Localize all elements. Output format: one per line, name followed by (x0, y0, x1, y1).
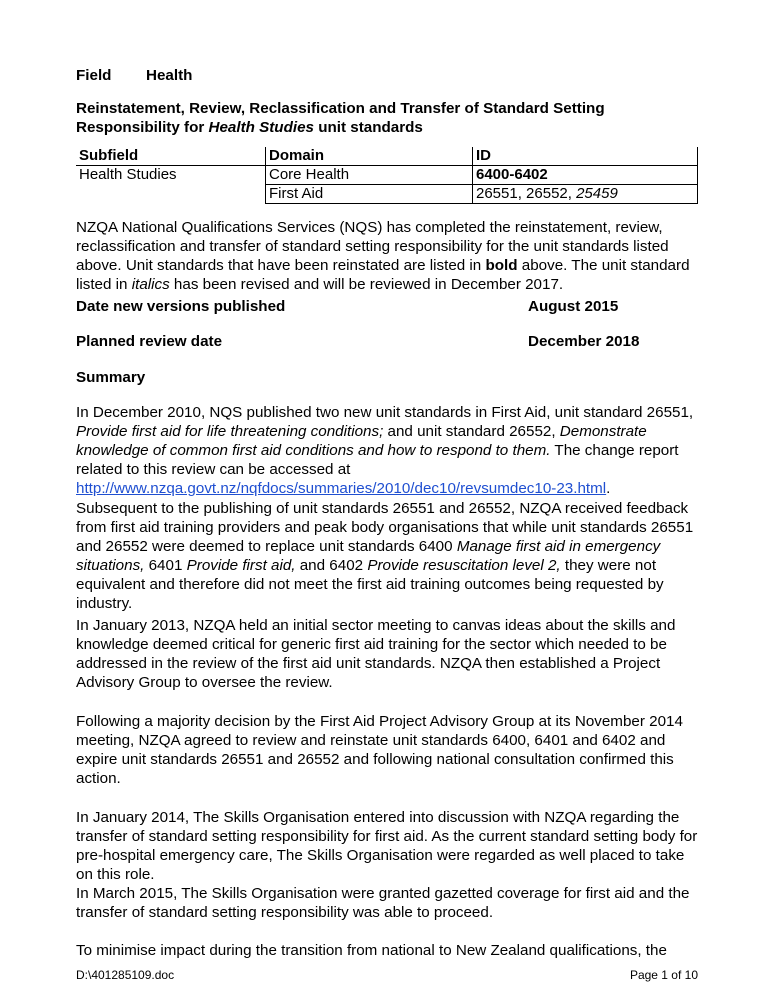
summary-paragraph-2 (76, 499, 698, 613)
empty-cell (76, 185, 266, 204)
summary-italic: Provide first aid, (186, 557, 296, 574)
summary-paragraph-3: In January 2013, NZQA held an initial sector meeting to canvas ideas about the skills and knowledge deemed critical for generic first aid training for the sector which needed to be addressed in the review of the first aid unit standards. NZQA then established a Project Advisory Group to oversee the review. (76, 617, 676, 691)
change-report-link[interactable]: http://www.nzqa.govt.nz/nqfdocs/summaries/2010/dec10/revsumdec10-23.html (76, 480, 607, 497)
field-value: Health (146, 67, 193, 84)
intro-paragraph (76, 218, 698, 294)
document-title (76, 99, 696, 137)
published-label: Date new versions published (76, 298, 286, 315)
summary-text: and 6402 (295, 557, 368, 574)
summary-text: and unit standard 26552, (383, 423, 560, 440)
summary-text: 6401 (144, 557, 187, 574)
id-italic: 25459 (576, 185, 618, 202)
review-value: December 2018 (528, 333, 640, 350)
header-id: ID (473, 147, 698, 166)
id-list: 26551, 26552, (476, 185, 577, 202)
header-domain: Domain (266, 147, 473, 166)
intro-text: above. The unit standard listed in (76, 257, 690, 293)
published-value: August 2015 (528, 298, 619, 315)
summary-text: In December 2010, NQS published two new unit standards in First Aid, unit standard 26551, (76, 404, 694, 421)
review-label: Planned review date (76, 333, 223, 350)
summary-text: . (606, 480, 611, 497)
intro-italic: italics (131, 276, 170, 293)
summary-paragraph-7: To minimise impact during the transition from national to New Zealand qualifications, the (76, 942, 667, 959)
title-italic: Health Studies (208, 119, 314, 136)
id-value: 6400-6402 (473, 166, 698, 185)
summary-italic: Provide first aid for life threatening conditions; (76, 423, 384, 440)
intro-text: NZQA National Qualifications Services (NQS) has completed the reinstatement, review, reclassification and transfer of standard setting responsibility for the unit standards listed above. Unit standards that have been reinstated are listed in (76, 219, 669, 274)
domain-value: Core Health (266, 166, 473, 185)
field-label: Field (76, 67, 112, 84)
summary-paragraph-4: Following a majority decision by the First Aid Project Advisory Group at its November 2014 meeting, NZQA agreed to review and reinstate unit standards 6400, 6401 and 6402 and expire unit standards 26551 and 26552 and following national consultation confirmed this action. (76, 713, 683, 787)
summary-text: The change report related to this review can be accessed at (76, 442, 679, 478)
title-text: Reinstatement, Review, Reclassification and Transfer of Standard Setting Responsibility for (76, 100, 605, 136)
classification-table (76, 147, 698, 204)
table-header-row (76, 147, 698, 166)
summary-heading: Summary (76, 369, 146, 386)
review-row (76, 332, 698, 351)
summary-text: they were not equivalent and therefore did not meet the first aid training outcomes being requested by industry. (76, 557, 664, 612)
page-footer (76, 968, 698, 982)
summary-italic: Provide resuscitation level 2, (367, 557, 561, 574)
footer-file-path: D:\401285109.doc (76, 968, 175, 982)
summary-paragraph-5: In January 2014, The Skills Organisation entered into discussion with NZQA regarding the transfer of standard setting responsibility for first aid. As the current standard setting body for pre-hospital emergency care, The Skills Organisation were regarded as well placed to take on this role. (76, 809, 698, 883)
summary-paragraph-6: In March 2015, The Skills Organisation were granted gazetted coverage for first aid and the transfer of standard setting responsibility was able to proceed. (76, 885, 690, 921)
domain-value: First Aid (266, 185, 473, 204)
subfield-value: Health Studies (79, 166, 177, 183)
intro-bold: bold (485, 257, 518, 274)
table-row (76, 185, 698, 204)
summary-italic: Demonstrate knowledge of common first aid conditions and how to respond to them. (76, 423, 647, 459)
title-suffix: unit standards (313, 119, 423, 136)
summary-paragraph-1 (76, 403, 698, 498)
summary-text: Subsequent to the publishing of unit standards 26551 and 26552, NZQA received feedback from first aid training providers and peak body organisations that while unit standards 26551 and 26552 were deemed to replace unit standards 6400 (76, 500, 694, 555)
id-value (473, 185, 698, 204)
field-row (76, 66, 192, 85)
header-subfield: Subfield (76, 147, 266, 166)
summary-italic: Manage first aid in emergency situations, (76, 538, 661, 574)
footer-page-number: Page 1 of 10 (629, 968, 698, 982)
intro-text: has been revised and will be reviewed in December 2017. (169, 276, 564, 293)
published-row (76, 297, 698, 316)
table-row (76, 166, 698, 185)
